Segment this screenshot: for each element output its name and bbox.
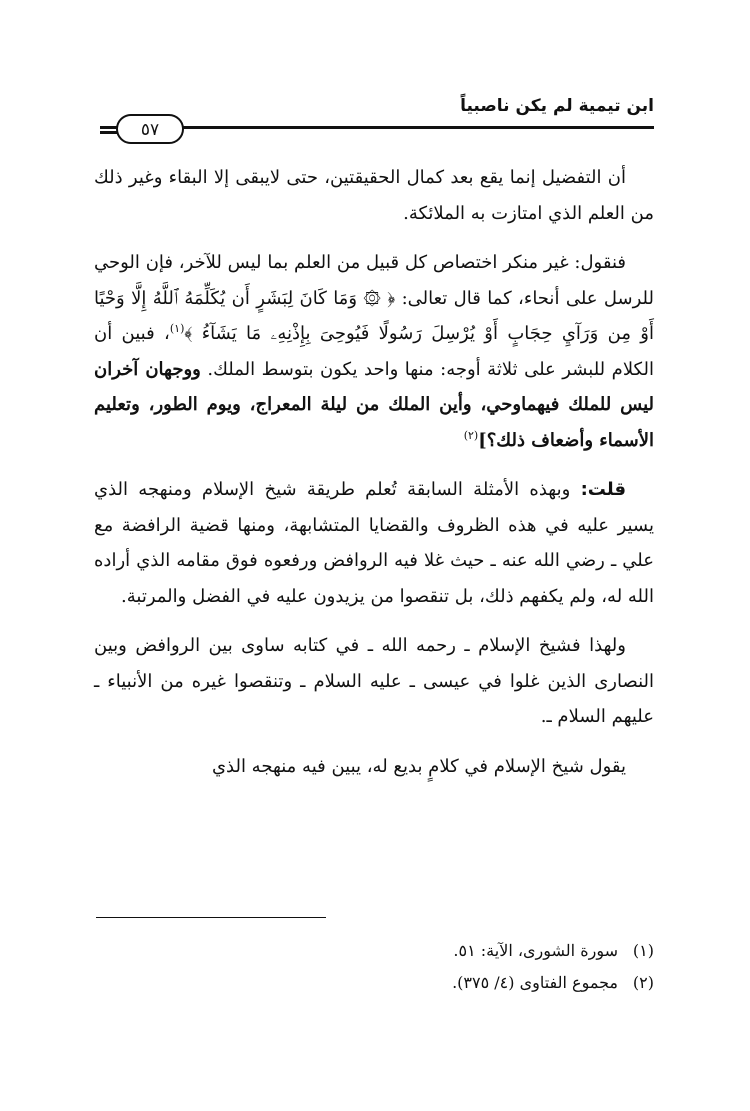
paragraph-5-text: يقول شيخ الإسلام في كلامٍ بديع له، يبين فيه منهجه الذي — [211, 755, 626, 777]
paragraph-2-bold: ووجهان آخران ليس للملك فيهماوحي، وأين الملك من ليلة المعراج، ويوم الطور، وتعليم الأسماء وأضعاف ذلك؟] — [94, 358, 654, 451]
footnote-2-number: (٢) — [632, 973, 654, 992]
page-number: ٥٧ — [116, 114, 184, 144]
paragraph-2-rest: ، فبين أن الكلام للبشر على ثلاثة أوجه: منها واحد يكون بتوسط الملك. — [94, 323, 654, 380]
paragraph-3-lead: قلت: — [580, 479, 626, 500]
footnote-separator — [96, 917, 326, 918]
paragraph-2-intro: فنقول: غير منكر اختصاص كل قبيل من العلم بما ليس للآخر، فإن الوحي للرسل على أنحاء، كما قال تعالى: — [94, 252, 654, 309]
footnote-ref-1[interactable]: (١) — [169, 322, 185, 335]
paragraph-4-text: ولهذا فشيخ الإسلام ـ رحمه الله ـ في كتابه ساوى بين الروافض وبين النصارى الذين غلوا في عيسى ـ عليه السلام ـ وتنقصوا غيره من الأنبياء ـ عليهم السلام ـ. — [94, 635, 654, 727]
paragraph-1-text: أن التفضيل إنما يقع بعد كمال الحقيقتين، حتى لايبقى إلا البقاء وغير ذلك من العلم الذي امتازت به الملائكة. — [94, 167, 654, 224]
footnote-2 — [94, 968, 654, 998]
header-rule — [180, 126, 654, 129]
paragraph-4 — [94, 628, 654, 735]
footnote-1-number: (١) — [632, 941, 654, 960]
footnotes — [94, 936, 654, 1000]
footnote-1-text: سورة الشورى، الآية: ٥١. — [453, 941, 618, 960]
body-text — [94, 160, 654, 784]
paragraph-3 — [94, 472, 654, 614]
footnote-ref-2[interactable]: (٢) — [463, 428, 479, 442]
footnote-1 — [94, 936, 654, 966]
running-title: ابن تيمية لم يكن ناصبياً — [460, 96, 654, 116]
footnote-2-text: مجموع الفتاوى (٤/ ٣٧٥). — [452, 973, 618, 992]
paragraph-2 — [94, 245, 654, 458]
paragraph-1 — [94, 160, 654, 231]
paragraph-5 — [94, 749, 654, 785]
paragraph-3-text: وبهذه الأمثلة السابقة تُعلم طريقة شيخ الإسلام ومنهجه الذي يسير عليه في هذه الظروف والقضايا المتشابهة، ومنها قضية الرافضة مع علي ـ رضي الله عنه ـ حيث غلا فيه الروافض ورفعوه فوق مقامه الذي أراده الله له، ولم يكفهم ذلك، بل تنقصوا من يزيدون عليه في الفضل والمرتبة. — [94, 479, 654, 607]
quran-verse: ﴿ ۞ وَمَا كَانَ لِبَشَرٍ أَن يُكَلِّمَهُ ٱللَّهُ إِلَّا وَحْيًا أَوْ مِن وَرَآيِ حِجَابٍ أَوْ يُرْسِلَ رَسُولًا فَيُوحِىَ بِإِذْنِهِۦ مَا يَشَآءُ ﴾ — [94, 287, 654, 344]
